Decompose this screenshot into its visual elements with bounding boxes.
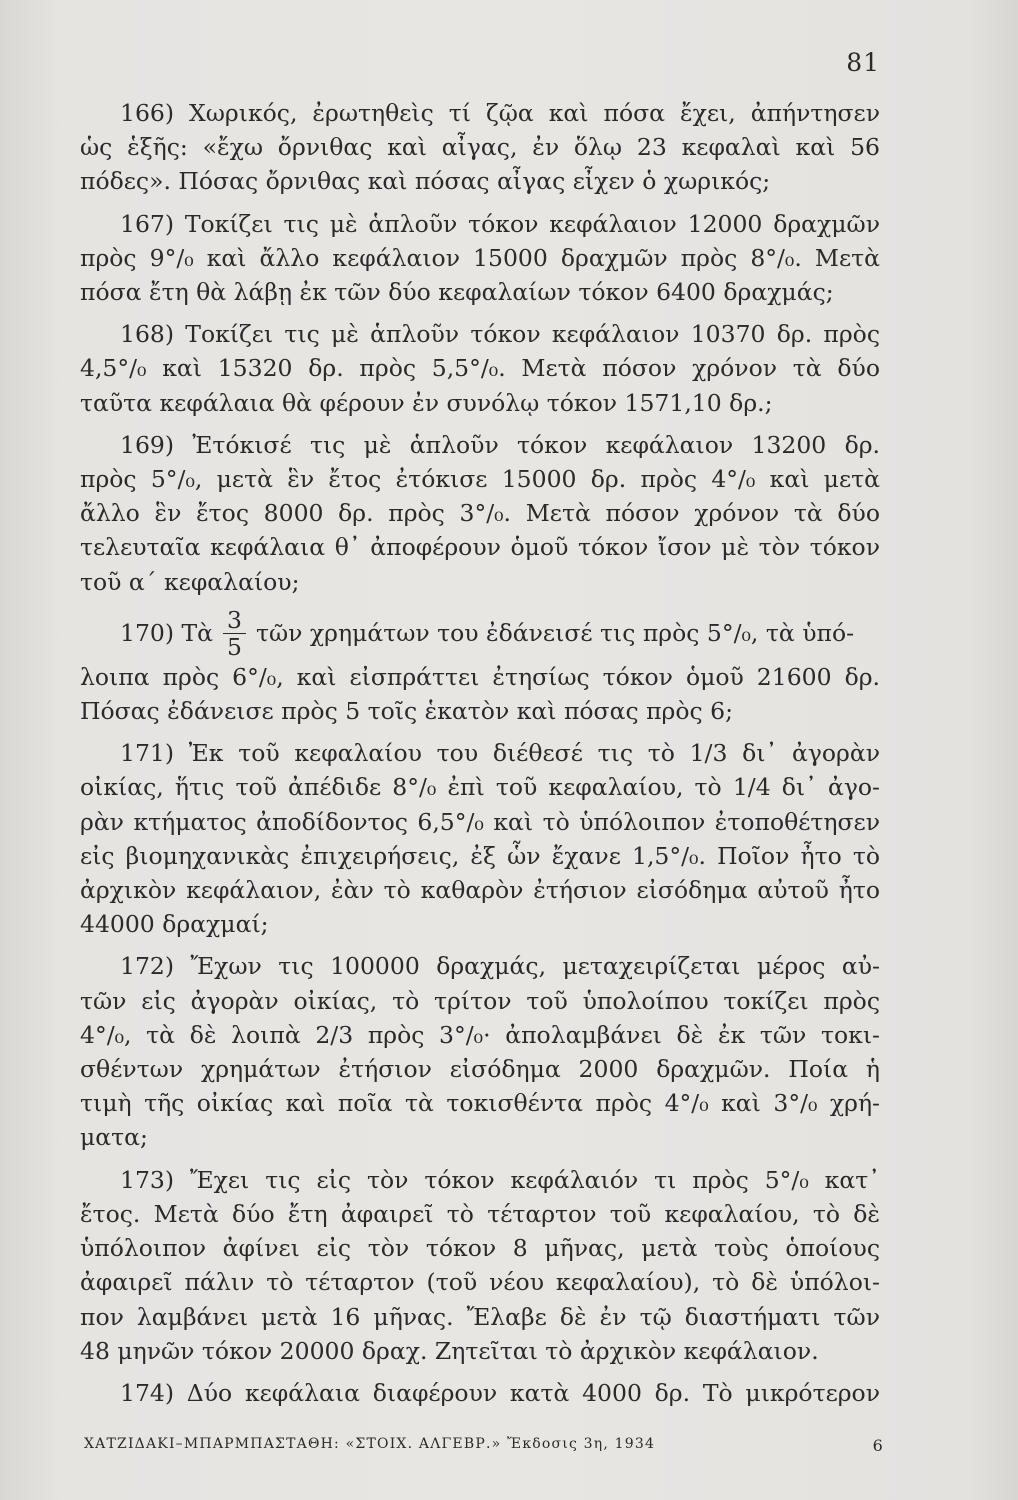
text-line: ρὰν κτήματος ἀποδίδοντος 6,5°/₀ καὶ τὸ ὑπόλοιπον ἐτοποθέτησεν <box>80 807 880 836</box>
text-line: τελευταῖα κεφάλαια θ᾽ ἀποφέρουν ὁμοῦ τόκον ἴσον μὲ τὸν τόκον <box>80 533 880 562</box>
text-line: 172) Ἔχων τις 100000 δραχμάς, μεταχειρίζεται μέρος αὐ- <box>120 952 880 981</box>
text-line: ἄλλο ἓν ἔτος 8000 δρ. πρὸς 3°/₀. Μετὰ πόσον χρόνον τὰ δύο <box>80 499 880 528</box>
text-line: τῶν εἰς ἀγορὰν οἰκίας, τὸ τρίτον τοῦ ὑπολοίπου τοκίζει πρὸς <box>80 986 880 1015</box>
text-line: 48 μηνῶν τόκον 20000 δραχ. Ζητεῖται τὸ ἀρχικὸν κεφάλαιον. <box>80 1336 819 1365</box>
fraction-denominator: 5 <box>227 632 242 661</box>
text-line: 168) Τοκίζει τις μὲ ἁπλοῦν τόκον κεφάλαιον 10370 δρ. πρὸς <box>120 320 880 349</box>
text-line: ταῦτα κεφάλαια θὰ φέρουν ἐν συνόλῳ τόκον 1571,10 δρ.; <box>80 388 773 417</box>
text-line: 173) Ἔχει τις εἰς τὸν τόκον κεφάλαιόν τι πρὸς 5°/₀ κατ᾽ <box>120 1165 880 1194</box>
text-line: ματα; <box>80 1123 148 1152</box>
footer-sheet-number: 6 <box>872 1436 884 1455</box>
page-footer <box>84 1436 884 1455</box>
text-line: 174) Δύο κεφάλαια διαφέρουν κατὰ 4000 δρ. Τὸ μικρότερον <box>120 1378 880 1407</box>
problem-166 <box>80 96 880 199</box>
problem-173 <box>80 1163 880 1368</box>
text-line: 166) Χωρικός, ἐρωτηθεὶς τί ζῷα καὶ πόσα ἔχει, ἀπήντησεν <box>120 99 880 127</box>
problem-174 <box>80 1376 880 1410</box>
text-line: πον λαμβάνει μετὰ 16 μῆνας. Ἔλαβε δὲ ἐν τῷ διαστήματι τῶν <box>80 1302 880 1331</box>
text-line: 171) Ἐκ τοῦ κεφαλαίου του διέθεσέ τις τὸ 1/3 δι᾽ ἀγορὰν <box>120 739 880 768</box>
text-line: τοῦ α΄ κεφαλαίου; <box>80 567 300 596</box>
text-line: ὡς ἑξῆς: «ἔχω ὄρνιθας καὶ αἶγας, ἐν ὅλῳ 23 κεφαλαὶ καὶ 56 <box>80 133 880 162</box>
page-content <box>80 96 880 1418</box>
text-line: πόσα ἔτη θὰ λάβῃ ἐκ τῶν δύο κεφαλαίων τόκον 6400 δραχμάς; <box>80 278 834 307</box>
fraction-numerator: 3 <box>223 607 246 634</box>
text-line: πόδες». Πόσας ὄρνιθας καὶ πόσας αἶγας εἶχεν ὁ χωρικός; <box>80 167 771 196</box>
text-line: ὑπόλοιπον ἀφίνει εἰς τὸν τόκον 8 μῆνας, μετὰ τοὺς ὁποίους <box>80 1234 880 1263</box>
text-line: οἰκίας, ἥτις τοῦ ἀπέδιδε 8°/₀ ἐπὶ τοῦ κεφαλαίου, τὸ 1/4 δι᾽ ἀγο- <box>80 773 880 802</box>
text-line: τιμὴ τῆς οἰκίας καὶ ποῖα τὰ τοκισθέντα πρὸς 4°/₀ καὶ 3°/₀ χρή- <box>80 1089 880 1118</box>
text-line: 4,5°/₀ καὶ 15320 δρ. πρὸς 5,5°/₀. Μετὰ πόσον χρόνον τὰ δύο <box>80 354 880 383</box>
problem-167 <box>80 207 880 310</box>
text-line: πρὸς 5°/₀, μετὰ ἓν ἔτος ἐτόκισε 15000 δρ. πρὸς 4°/₀ καὶ μετὰ <box>80 465 880 494</box>
text-line: Πόσας ἐδάνεισε πρὸς 5 τοῖς ἑκατὸν καὶ πόσας πρὸς 6; <box>80 697 733 726</box>
problem-169 <box>80 428 880 599</box>
text-line: 169) Ἐτόκισέ τις μὲ ἁπλοῦν τόκον κεφάλαιον 13200 δρ. <box>120 430 880 459</box>
text-line: ἔτος. Μετὰ δύο ἔτη ἀφαιρεῖ τὸ τέταρτον τοῦ κεφαλαίου, τὸ δὲ <box>80 1199 880 1228</box>
problem-171 <box>80 736 880 941</box>
footer-citation: ΧΑΤΖΙΔΑΚΙ–ΜΠΑΡΜΠΑΣΤΑΘΗ: «ΣΤΟΙΧ. ΑΛΓΕΒΡ.» Ἔκδοσις 3η, 1934 <box>84 1436 656 1452</box>
text-line: ἀφαιρεῖ πάλιν τὸ τέταρτον (τοῦ νέου κεφαλαίου), τὸ δὲ ὑπόλοι- <box>80 1268 880 1297</box>
problem-170 <box>80 607 880 728</box>
text-line: σθέντων χρημάτων ἐτήσιον εἰσόδημα 2000 δραχμῶν. Ποία ἡ <box>80 1055 880 1084</box>
problem-168 <box>80 317 880 420</box>
problem-172 <box>80 949 880 1154</box>
fraction-line <box>80 607 880 660</box>
text-line: ἀρχικὸν κεφάλαιον, ἐὰν τὸ καθαρὸν ἐτήσιον εἰσόδημα αὐτοῦ ἦτο <box>80 876 880 905</box>
text-line: 44000 δραχμαί; <box>80 910 269 939</box>
text-line: λοιπα πρὸς 6°/₀, καὶ εἰσπράττει ἐτησίως τόκον ὁμοῦ 21600 δρ. <box>80 662 880 691</box>
page-number: 81 <box>846 48 880 77</box>
fraction <box>223 607 246 660</box>
text-line: 4°/₀, τὰ δὲ λοιπὰ 2/3 πρὸς 3°/₀· ἀπολαμβάνει δὲ ἐκ τῶν τοκι- <box>80 1020 880 1049</box>
text-segment: 170) Τὰ <box>120 619 214 648</box>
text-line: πρὸς 9°/₀ καὶ ἄλλο κεφάλαιον 15000 δραχμῶν πρὸς 8°/₀. Μετὰ <box>80 243 880 272</box>
text-line: εἰς βιομηχανικὰς ἐπιχειρήσεις, ἐξ ὧν ἔχανε 1,5°/₀. Ποῖον ἦτο τὸ <box>80 841 880 870</box>
text-line: 167) Τοκίζει τις μὲ ἁπλοῦν τόκον κεφάλαιον 12000 δραχμῶν <box>120 209 880 238</box>
text-segment: τῶν χρημάτων του ἐδάνεισέ τις πρὸς 5°/₀, τὰ ὑπό- <box>256 619 855 648</box>
